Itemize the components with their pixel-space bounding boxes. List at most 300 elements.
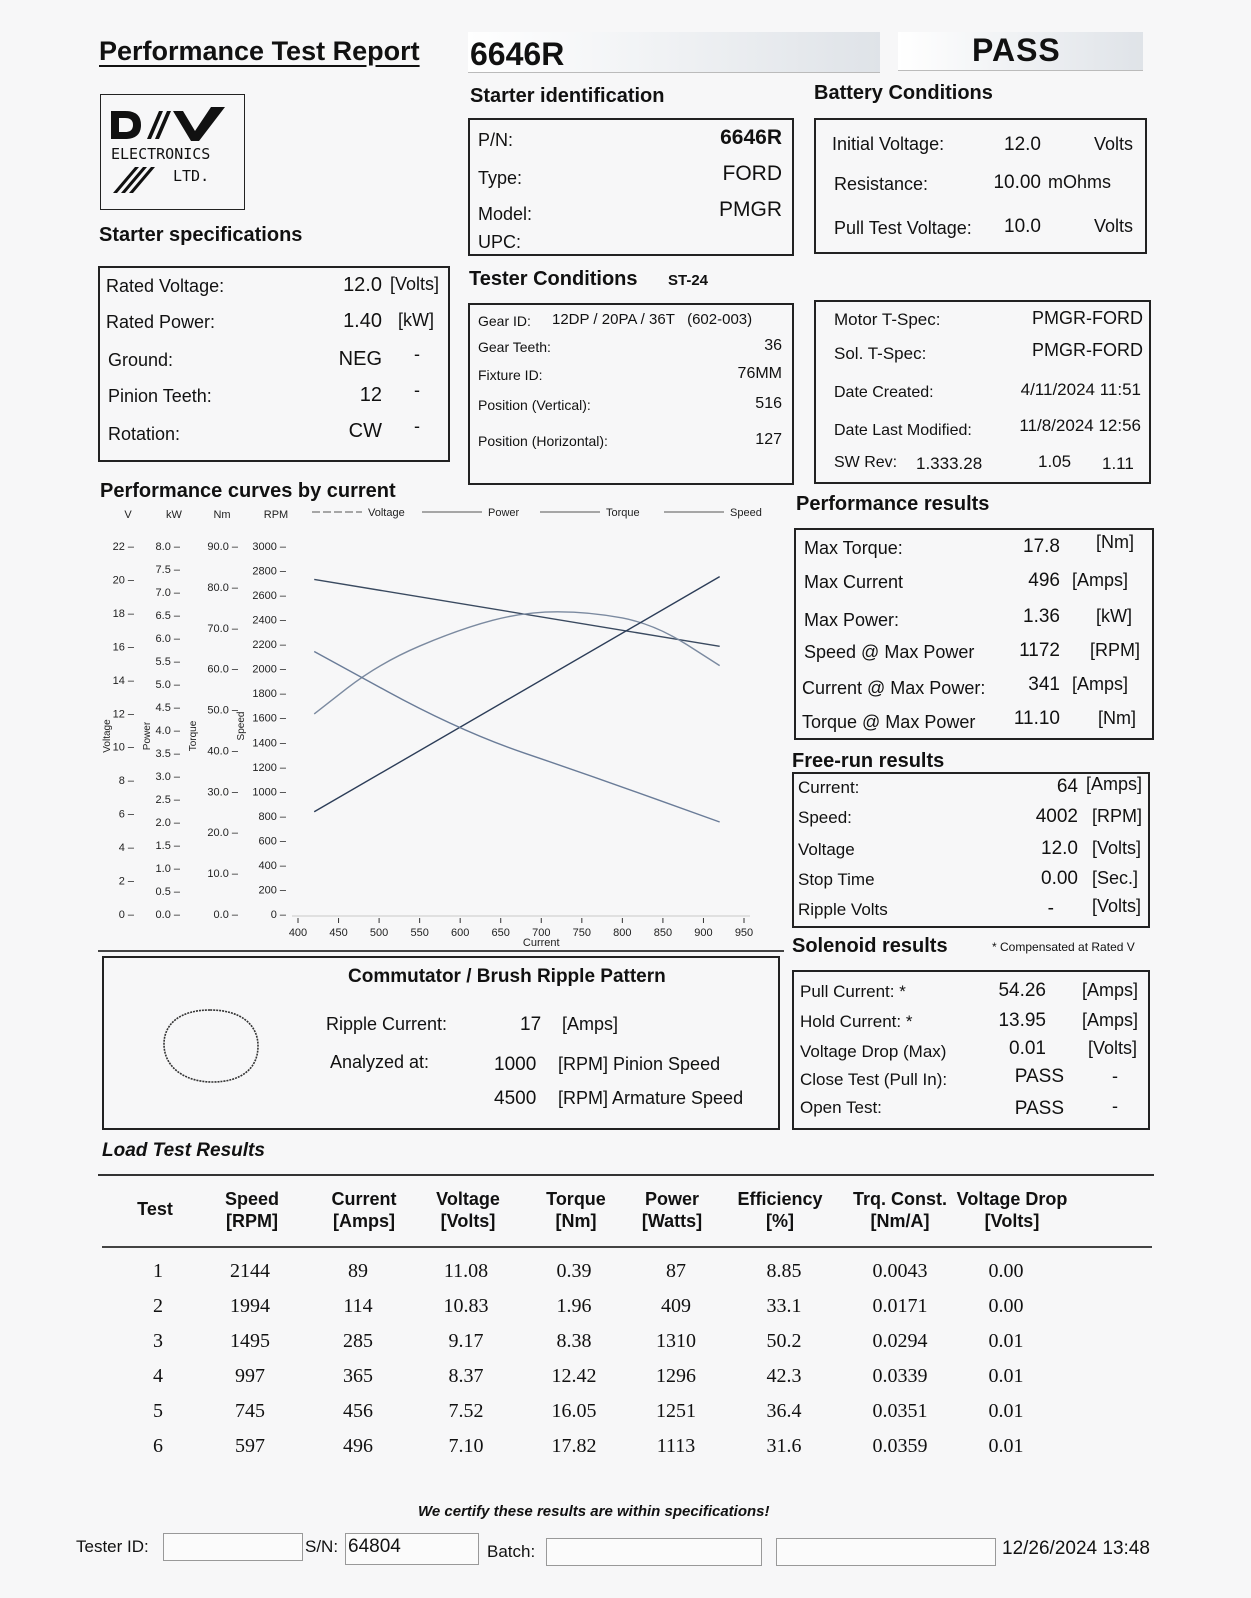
gear-teeth-value: 36 xyxy=(764,337,782,354)
table-header-title: Voltage xyxy=(436,1189,500,1209)
table-cell: 1310 xyxy=(656,1330,696,1352)
axis-tick-kw: 1.0 – xyxy=(155,863,180,875)
sol-tspec-label: Sol. T-Spec: xyxy=(834,344,927,363)
axis-tick-rpm: 800 – xyxy=(258,810,286,823)
table-header-unit: [Watts] xyxy=(641,1211,703,1231)
pinion-teeth-value: 12 xyxy=(359,384,382,406)
max-power-value: 1.36 xyxy=(1023,606,1060,627)
table-cell: 3 xyxy=(153,1330,163,1352)
rotation-value: CW xyxy=(348,420,382,442)
x-tick-label: 700 xyxy=(532,927,551,939)
table-header-1 xyxy=(192,1188,312,1232)
pull-current-unit: [Amps] xyxy=(1082,980,1139,1000)
ground-label: Ground: xyxy=(108,350,174,370)
type-label: Type: xyxy=(478,168,523,188)
axis-tick-kw: 3.0 – xyxy=(155,771,180,783)
x-axis-title: Current xyxy=(522,937,560,949)
position-horizontal-label: Position (Horizontal): xyxy=(478,433,608,449)
axis-tick-nm: 40.0 – xyxy=(207,745,238,758)
sn-label: S/N: xyxy=(305,1537,339,1556)
axis-tick-kw: 0.5 – xyxy=(155,886,180,898)
axis-tick-rpm: 1600 – xyxy=(252,712,286,725)
open-test-label: Open Test: xyxy=(800,1098,882,1117)
table-header-0 xyxy=(95,1198,215,1220)
gear-teeth-label: Gear Teeth: xyxy=(478,339,551,355)
table-header-unit: [Volts] xyxy=(984,1211,1040,1231)
battery-conditions-title: Battery Conditions xyxy=(814,82,993,104)
axis-tick-v: 0 – xyxy=(118,909,134,921)
table-cell: 7.10 xyxy=(448,1435,484,1457)
x-tick-label: 900 xyxy=(694,927,713,939)
x-tick-label: 800 xyxy=(613,927,632,939)
pull-test-voltage-label: Pull Test Voltage: xyxy=(834,218,972,238)
speed-at-max-power-unit: [RPM] xyxy=(1090,640,1141,660)
rated-voltage-unit: [Volts] xyxy=(390,274,440,294)
sn-field[interactable] xyxy=(345,1533,479,1565)
axis-tick-rpm: 1000 – xyxy=(252,786,286,799)
axis-tick-rpm: 3000 – xyxy=(252,541,286,553)
current-at-max-power-value: 341 xyxy=(1028,674,1060,695)
free-run-box xyxy=(792,772,1150,928)
result-banner xyxy=(898,32,1143,71)
pull-test-voltage-value: 10.0 xyxy=(1004,216,1041,237)
gear-id-value: 12DP / 20PA / 36T (602-003) xyxy=(552,311,753,328)
axis-tick-v: 20 – xyxy=(112,574,134,587)
hold-current-unit: [Amps] xyxy=(1082,1010,1139,1030)
spec-info-box xyxy=(814,300,1151,484)
rated-power-label: Rated Power: xyxy=(106,312,216,332)
axis-tick-v: 18 – xyxy=(112,607,134,620)
axis-tick-kw: 4.0 – xyxy=(155,725,180,737)
free-run-current-unit: [Amps] xyxy=(1086,774,1143,794)
solenoid-results-box xyxy=(792,970,1150,1130)
axis-tick-v: 16 – xyxy=(112,641,134,654)
series-line-torque xyxy=(314,577,719,812)
table-cell: 0.39 xyxy=(556,1260,592,1282)
table-cell: 31.6 xyxy=(766,1435,802,1457)
series-line-power xyxy=(314,612,719,714)
axis-caption-torque: Torque xyxy=(188,720,199,752)
table-cell: 409 xyxy=(661,1295,691,1317)
part-number-banner xyxy=(468,32,880,73)
table-header-title: Speed xyxy=(224,1189,280,1209)
table-cell: 8.37 xyxy=(448,1365,484,1387)
table-header-title: Power xyxy=(644,1189,700,1209)
axis-caption-voltage: Voltage xyxy=(102,719,113,753)
free-run-current-value: 64 xyxy=(1056,776,1078,797)
date-created-label: Date Created: xyxy=(834,384,934,401)
axis-tick-v: 2 – xyxy=(118,875,134,888)
table-cell: 285 xyxy=(343,1330,373,1352)
table-cell: 0.01 xyxy=(988,1400,1024,1422)
table-cell: 16.05 xyxy=(551,1400,597,1422)
axis-tick-nm: 20.0 – xyxy=(207,827,238,840)
compensated-note: * Compensated at Rated V xyxy=(992,940,1135,954)
axis-header-v: V xyxy=(124,509,132,521)
torque-at-max-power-unit: [Nm] xyxy=(1098,708,1136,728)
pull-test-voltage-unit: Volts xyxy=(1094,216,1134,236)
close-test-unit: - xyxy=(1112,1066,1118,1086)
ripple-title: Commutator / Brush Ripple Pattern xyxy=(348,966,666,987)
legend-label-power: Power xyxy=(488,507,520,519)
pn-label: P/N: xyxy=(478,130,514,150)
axis-tick-rpm: 1400 – xyxy=(252,737,286,750)
batch-label: Batch: xyxy=(487,1542,536,1561)
load-test-header-rule xyxy=(102,1246,1152,1248)
axis-tick-kw: 5.0 – xyxy=(155,679,180,691)
x-tick-label: 550 xyxy=(410,927,429,939)
table-header-4 xyxy=(516,1188,636,1232)
table-cell: 0.0351 xyxy=(872,1400,928,1422)
voltage-drop-max-label: Voltage Drop (Max) xyxy=(800,1042,947,1061)
table-header-title: Voltage Drop xyxy=(956,1189,1068,1209)
axis-tick-rpm: 0 – xyxy=(270,909,286,921)
max-current-value: 496 xyxy=(1028,570,1060,591)
table-cell: 4 xyxy=(153,1365,163,1387)
tester-id-code: ST-24 xyxy=(668,272,709,289)
speed-at-max-power-label: Speed @ Max Power xyxy=(804,642,975,662)
rated-voltage-label: Rated Voltage: xyxy=(106,276,225,296)
table-cell: 0.01 xyxy=(988,1435,1024,1457)
table-header-title: Current xyxy=(331,1189,397,1209)
position-horizontal-value: 127 xyxy=(755,431,782,448)
load-test-title: Load Test Results xyxy=(102,1140,265,1161)
report-datetime: 12/26/2024 13:48 xyxy=(1002,1538,1150,1559)
tester-conditions-box xyxy=(468,303,794,485)
current-at-max-power-label: Current @ Max Power: xyxy=(802,678,986,698)
table-cell: 745 xyxy=(235,1400,265,1422)
table-header-title: Test xyxy=(137,1199,173,1219)
ripple-current-unit: [Amps] xyxy=(562,1014,619,1034)
table-header-7 xyxy=(840,1188,960,1232)
table-header-unit: [Nm] xyxy=(555,1211,597,1231)
table-cell: 87 xyxy=(666,1260,686,1282)
free-run-voltage-value: 12.0 xyxy=(1041,838,1078,859)
performance-results-title: Performance results xyxy=(796,493,990,515)
open-test-unit: - xyxy=(1112,1096,1118,1116)
performance-chart xyxy=(98,506,788,949)
speed-at-max-power-value: 1172 xyxy=(1019,640,1060,661)
max-torque-label: Max Torque: xyxy=(804,538,903,558)
solenoid-results-title: Solenoid results xyxy=(792,935,948,957)
armature-speed-value: 4500 xyxy=(494,1088,537,1109)
date-modified-value: 11/8/2024 12:56 xyxy=(1019,416,1141,435)
close-test-value: PASS xyxy=(1014,1066,1064,1087)
table-cell: 1.96 xyxy=(556,1295,592,1317)
axis-tick-v: 8 – xyxy=(118,775,134,788)
table-header-unit: [RPM] xyxy=(226,1211,278,1231)
legend-label-voltage: Voltage xyxy=(368,507,405,519)
ripple-volts-value: - xyxy=(1047,898,1054,919)
axis-tick-kw: 5.5 – xyxy=(155,656,180,668)
table-cell: 597 xyxy=(235,1435,265,1457)
max-current-unit: [Amps] xyxy=(1072,570,1129,590)
table-header-title: Trq. Const. xyxy=(853,1189,947,1209)
table-cell: 1994 xyxy=(230,1295,270,1317)
starter-specifications-box xyxy=(98,266,450,462)
axis-tick-nm: 90.0 – xyxy=(207,541,238,553)
rated-voltage-value: 12.0 xyxy=(343,274,382,296)
axis-tick-kw: 7.5 – xyxy=(155,564,180,576)
table-header-unit: [Amps] xyxy=(333,1211,395,1231)
axis-tick-kw: 1.5 – xyxy=(155,840,180,852)
axis-tick-v: 14 – xyxy=(112,674,134,687)
battery-conditions-box xyxy=(814,118,1147,254)
table-cell: 1113 xyxy=(656,1435,696,1457)
ripple-section-divider xyxy=(98,950,784,952)
ground-unit: - xyxy=(414,344,420,364)
axis-tick-v: 6 – xyxy=(118,808,134,821)
ripple-current-value: 17 xyxy=(520,1014,542,1035)
table-cell: 1251 xyxy=(656,1400,696,1422)
max-torque-value: 17.8 xyxy=(1023,536,1060,557)
axis-caption-speed: Speed xyxy=(236,711,247,741)
torque-at-max-power-label: Torque @ Max Power xyxy=(802,712,976,732)
axis-tick-kw: 3.5 – xyxy=(155,748,180,760)
table-cell: 1 xyxy=(153,1260,163,1282)
open-test-value: PASS xyxy=(1014,1098,1064,1119)
table-header-unit: [%] xyxy=(766,1211,794,1231)
axis-tick-rpm: 600 – xyxy=(258,835,286,848)
voltage-drop-max-value: 0.01 xyxy=(1009,1038,1046,1059)
table-cell: 0.01 xyxy=(988,1330,1024,1352)
ripple-pattern-box xyxy=(102,956,780,1130)
table-header-title: Torque xyxy=(546,1189,606,1209)
hold-current-label: Hold Current: * xyxy=(800,1012,913,1031)
table-cell: 0.0339 xyxy=(872,1365,928,1387)
ripple-volts-label: Ripple Volts xyxy=(798,900,888,919)
tester-id-field[interactable] xyxy=(163,1533,303,1561)
table-cell: 17.82 xyxy=(551,1435,597,1457)
date-modified-label: Date Last Modified: xyxy=(834,422,972,439)
axis-tick-v: 12 – xyxy=(112,708,134,721)
free-run-stop-time-label: Stop Time xyxy=(798,870,875,889)
axis-tick-nm: 70.0 – xyxy=(207,622,238,635)
pinion-teeth-label: Pinion Teeth: xyxy=(108,386,212,406)
axis-tick-v: 10 – xyxy=(112,741,134,754)
table-cell: 8.38 xyxy=(556,1330,592,1352)
table-cell: 33.1 xyxy=(766,1295,802,1317)
rotation-label: Rotation: xyxy=(108,424,181,444)
free-run-stop-time-unit: [Sec.] xyxy=(1092,868,1139,888)
x-tick-label: 750 xyxy=(572,927,591,939)
rated-power-value: 1.40 xyxy=(343,310,382,332)
axis-tick-rpm: 2600 – xyxy=(252,590,286,603)
table-header-5 xyxy=(612,1188,732,1232)
table-cell: 456 xyxy=(343,1400,373,1422)
upc-label: UPC: xyxy=(478,232,522,252)
result-status: PASS xyxy=(972,32,1061,68)
max-power-unit: [kW] xyxy=(1096,606,1132,626)
starter-identification-box xyxy=(468,118,794,256)
max-current-label: Max Current xyxy=(804,572,904,592)
starter-specifications-title: Starter specifications xyxy=(99,224,303,246)
table-cell: 0.0294 xyxy=(872,1330,928,1352)
axis-tick-kw: 2.0 – xyxy=(155,817,180,829)
rotation-unit: - xyxy=(414,416,420,436)
torque-at-max-power-value: 11.10 xyxy=(1013,708,1060,729)
axis-tick-rpm: 2400 – xyxy=(252,614,286,627)
table-cell: 36.4 xyxy=(766,1400,802,1422)
gear-id-label: Gear ID: xyxy=(478,313,531,329)
axis-tick-kw: 6.5 – xyxy=(155,610,180,622)
table-cell: 6 xyxy=(153,1435,163,1457)
fixture-id-value: 76MM xyxy=(737,365,782,382)
x-tick-label: 650 xyxy=(491,927,510,939)
axis-header-kw: kW xyxy=(166,509,182,521)
table-cell: 0.01 xyxy=(988,1365,1024,1387)
sw-rev-value-3: 1.11 xyxy=(1102,454,1134,473)
sw-rev-label: SW Rev: xyxy=(834,454,898,471)
axis-tick-kw: 2.5 – xyxy=(155,794,180,806)
x-tick-label: 600 xyxy=(451,927,470,939)
batch-field[interactable] xyxy=(546,1538,762,1566)
axis-tick-rpm: 1800 – xyxy=(252,688,286,701)
fixture-id-label: Fixture ID: xyxy=(478,367,543,383)
ripple-current-label: Ripple Current: xyxy=(326,1014,448,1034)
axis-tick-rpm: 400 – xyxy=(258,859,286,872)
table-cell: 12.42 xyxy=(551,1365,597,1387)
free-run-stop-time-value: 0.00 xyxy=(1041,868,1078,889)
table-cell: 0.0359 xyxy=(872,1435,928,1457)
voltage-drop-max-unit: [Volts] xyxy=(1088,1038,1138,1058)
table-header-2 xyxy=(304,1188,424,1232)
free-run-speed-value: 4002 xyxy=(1035,806,1078,827)
free-run-speed-label: Speed: xyxy=(798,808,852,827)
x-tick-label: 850 xyxy=(653,927,673,939)
pinion-speed-unit: [RPM] Pinion Speed xyxy=(558,1054,721,1074)
pull-current-value: 54.26 xyxy=(998,980,1046,1001)
pn-value: 6646R xyxy=(720,126,782,149)
table-cell: 365 xyxy=(343,1365,373,1387)
model-value: PMGR xyxy=(719,198,782,221)
axis-tick-kw: 4.5 – xyxy=(155,702,180,714)
sol-tspec-value: PMGR-FORD xyxy=(1032,340,1143,360)
x-tick-label: 500 xyxy=(369,927,389,939)
motor-tspec-label: Motor T-Spec: xyxy=(834,310,941,329)
report-title: Performance Test Report xyxy=(99,36,420,66)
chart-title: Performance curves by current xyxy=(100,480,396,502)
free-run-voltage-label: Voltage xyxy=(798,840,855,859)
table-cell: 0.0171 xyxy=(872,1295,928,1317)
axis-tick-v: 4 – xyxy=(118,842,134,855)
rated-power-unit: [kW] xyxy=(398,310,434,330)
axis-tick-rpm: 2800 – xyxy=(252,565,286,578)
axis-tick-kw: 7.0 – xyxy=(155,587,180,599)
position-vertical-label: Position (Vertical): xyxy=(478,397,591,413)
table-cell: 11.08 xyxy=(443,1260,489,1282)
table-cell: 2 xyxy=(153,1295,163,1317)
table-cell: 496 xyxy=(343,1435,373,1457)
series-line-speed xyxy=(314,651,719,822)
axis-header-nm: Nm xyxy=(213,509,231,521)
axis-header-rpm: RPM xyxy=(263,509,289,521)
axis-tick-kw: 6.0 – xyxy=(155,633,180,645)
load-test-top-rule xyxy=(98,1174,1154,1176)
sn-value: 64804 xyxy=(348,1536,401,1557)
date-created-value: 4/11/2024 11:51 xyxy=(1020,380,1141,399)
axis-tick-nm: 80.0 – xyxy=(207,581,238,594)
table-cell: 997 xyxy=(235,1365,265,1387)
x-tick-label: 400 xyxy=(288,927,308,939)
table-cell: 2144 xyxy=(230,1260,270,1282)
max-torque-unit: [Nm] xyxy=(1096,532,1134,552)
initial-voltage-label: Initial Voltage: xyxy=(832,134,945,154)
free-run-speed-unit: [RPM] xyxy=(1092,806,1143,826)
free-run-voltage-unit: [Volts] xyxy=(1092,838,1142,858)
table-header-3 xyxy=(408,1188,528,1232)
table-header-6 xyxy=(720,1188,840,1232)
table-header-unit: [Volts] xyxy=(440,1211,496,1231)
logo-line2: LTD. xyxy=(173,167,210,185)
table-cell: 1296 xyxy=(656,1365,696,1387)
close-test-label: Close Test (Pull In): xyxy=(800,1070,948,1089)
table-header-title: Efficiency xyxy=(737,1189,823,1209)
resistance-value: 10.00 xyxy=(993,172,1041,193)
table-cell: 1495 xyxy=(230,1330,270,1352)
logo-line1: ELECTRONICS xyxy=(111,145,211,163)
model-label: Model: xyxy=(478,204,533,224)
table-header-unit: [Nm/A] xyxy=(870,1211,930,1231)
pinion-teeth-unit: - xyxy=(414,380,420,400)
resistance-label: Resistance: xyxy=(834,174,929,194)
legend-label-torque: Torque xyxy=(606,507,640,519)
certification-statement: We certify these results are within specifications! xyxy=(418,1503,770,1520)
axis-tick-rpm: 1200 – xyxy=(252,761,286,774)
axis-tick-kw: 0.0 – xyxy=(155,909,180,921)
axis-tick-nm: 50.0 – xyxy=(207,704,238,717)
legend-label-speed: Speed xyxy=(730,507,762,519)
table-cell: 0.0043 xyxy=(872,1260,928,1282)
hold-current-value: 13.95 xyxy=(998,1010,1046,1031)
initial-voltage-value: 12.0 xyxy=(1004,134,1041,155)
axis-tick-v: 22 – xyxy=(112,541,134,553)
tester-conditions-title: Tester Conditions xyxy=(469,268,638,290)
ripple-pattern-trace xyxy=(160,1002,270,1092)
pinion-speed-value: 1000 xyxy=(494,1054,537,1075)
motor-tspec-value: PMGR-FORD xyxy=(1032,308,1143,328)
free-run-title: Free-run results xyxy=(792,750,945,772)
axis-tick-nm: 10.0 – xyxy=(207,868,238,881)
analyzed-at-label: Analyzed at: xyxy=(330,1052,430,1072)
table-cell: 7.52 xyxy=(448,1400,484,1422)
extra-field[interactable] xyxy=(776,1538,996,1566)
axis-caption-power: Power xyxy=(142,721,153,751)
table-header-8 xyxy=(952,1188,1072,1232)
armature-speed-unit: [RPM] Armature Speed xyxy=(558,1088,744,1108)
axis-tick-kw: 8.0 – xyxy=(155,541,180,553)
axis-tick-rpm: 2200 – xyxy=(252,639,286,652)
series-line-voltage xyxy=(314,579,719,646)
axis-tick-rpm: 200 – xyxy=(258,884,286,897)
table-cell: 10.83 xyxy=(443,1295,489,1317)
initial-voltage-unit: Volts xyxy=(1094,134,1134,154)
table-cell: 0.00 xyxy=(988,1295,1024,1317)
position-vertical-value: 516 xyxy=(755,395,782,412)
table-cell: 8.85 xyxy=(766,1260,802,1282)
current-at-max-power-unit: [Amps] xyxy=(1072,674,1129,694)
table-cell: 50.2 xyxy=(766,1330,802,1352)
part-number: 6646R xyxy=(470,36,565,72)
pull-current-label: Pull Current: * xyxy=(800,982,906,1001)
starter-identification-title: Starter identification xyxy=(470,85,665,107)
table-cell: 9.17 xyxy=(448,1330,484,1352)
table-cell: 5 xyxy=(153,1400,163,1422)
resistance-unit: mOhms xyxy=(1048,172,1111,192)
sw-rev-value-1: 1.333.28 xyxy=(916,454,983,473)
x-tick-label: 950 xyxy=(734,927,754,939)
max-power-label: Max Power: xyxy=(804,610,900,630)
